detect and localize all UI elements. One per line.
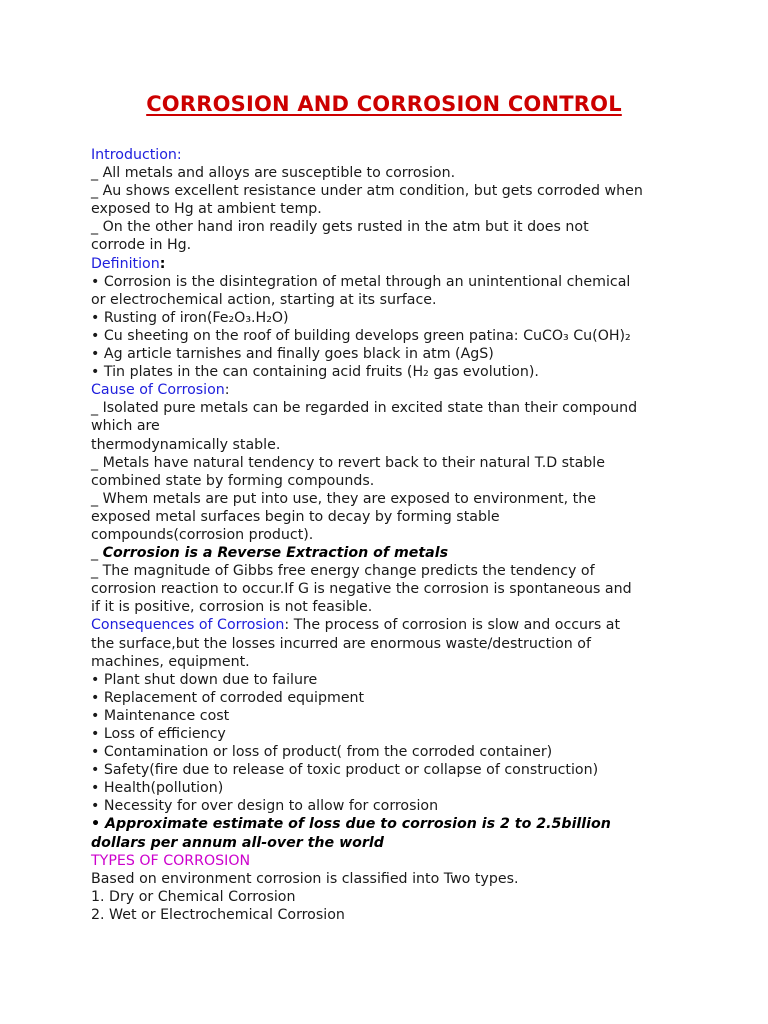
consequence-bullet: • Safety(fire due to release of toxic product or collapse of construction) [91,761,691,779]
intro-line: exposed to Hg at ambient temp. [91,201,322,218]
consequences-line: machines, equipment. [91,653,250,670]
gibbs-line: corrosion reaction to occur.If G is negative the corrosion is spontaneous and [91,581,632,598]
definition-bullet: • Cu sheeting on the roof of building develops green patina: CuCO₃ Cu(OH)₂ [91,327,691,345]
consequences-heading-text: Consequences of Corrosion [91,617,285,634]
consequence-bullet: • Health(pollution) [91,779,691,797]
intro-line: corrode in Hg. [91,237,192,254]
reverse-extraction-line [91,544,691,562]
definition-heading-text: Definition [91,255,160,272]
section-heading-consequences [91,616,691,634]
document-body [91,146,691,924]
cause-line: exposed metal surfaces begin to decay by forming stable [91,508,500,525]
document-title: CORROSION AND CORROSION CONTROL [146,92,622,116]
consequence-bullet: • Necessity for over design to allow for corrosion [91,797,691,815]
cause-line: compounds(corrosion product). [91,526,314,543]
section-heading-types: TYPES OF CORROSION [91,852,251,869]
cause-heading-text: Cause of Corrosion [91,382,225,399]
consequence-bullet: • Plant shut down due to failure [91,671,691,689]
cause-line: _ Isolated pure metals can be regarded in excited state than their compound [91,400,638,417]
intro-line: _ On the other hand iron readily gets rusted in the atm but it does not [91,219,589,236]
reverse-prefix: _ [91,545,103,562]
cause-heading-colon: : [224,382,230,399]
consequence-bullet: • Contamination or loss of product( from the corroded container) [91,743,691,761]
loss-estimate-line: dollars per annum all-over the world [91,834,384,851]
definition-heading-colon: : [159,255,166,272]
intro-line: _ Au shows excellent resistance under atm condition, but gets corroded when [91,183,643,200]
reverse-extraction-text: Corrosion is a Reverse Extraction of metals [102,545,449,562]
types-line: 1. Dry or Chemical Corrosion [91,888,296,905]
types-line: Based on environment corrosion is classified into Two types. [91,870,519,887]
gibbs-line: if it is positive, corrosion is not feasible. [91,599,373,616]
section-heading-cause [91,381,691,399]
cause-line: thermodynamically stable. [91,436,281,453]
loss-estimate-line: • Approximate estimate of loss due to corrosion is 2 to 2.5billion [91,815,691,833]
consequences-line: the surface,but the losses incurred are enormous waste/destruction of [91,635,591,652]
gibbs-line: _ The magnitude of Gibbs free energy change predicts the tendency of [91,563,595,580]
consequence-bullet: • Maintenance cost [91,707,691,725]
consequence-bullet: • Replacement of corroded equipment [91,689,691,707]
consequences-first-line: : The process of corrosion is slow and occurs at [284,617,621,634]
cause-line: _ Whem metals are put into use, they are exposed to environment, the [91,490,596,507]
definition-line: or electrochemical action, starting at its surface. [91,291,437,308]
definition-bullet: • Ag article tarnishes and finally goes black in atm (AgS) [91,345,691,363]
section-heading-definition [91,255,691,273]
intro-line: _ All metals and alloys are susceptible to corrosion. [91,165,456,182]
types-line: 2. Wet or Electrochemical Corrosion [91,906,345,923]
definition-line: • Corrosion is the disintegration of metal through an unintentional chemical [91,273,691,291]
definition-bullet: • Rusting of iron(Fe₂O₃.H₂O) [91,309,691,327]
cause-line: combined state by forming compounds. [91,472,375,489]
cause-line: which are [91,418,160,435]
definition-bullet: • Tin plates in the can containing acid fruits (H₂ gas evolution). [91,363,691,381]
cause-line: _ Metals have natural tendency to revert back to their natural T.D stable [91,454,605,471]
consequence-bullet: • Loss of efficiency [91,725,691,743]
section-heading-introduction: Introduction: [91,147,182,163]
